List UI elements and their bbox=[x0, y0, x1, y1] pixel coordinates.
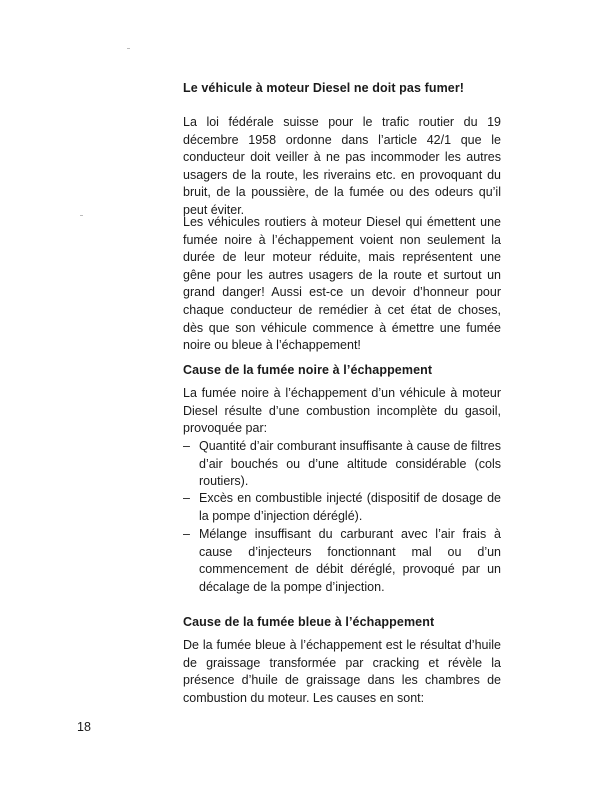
list-item-text: Quantité d’air comburant insuffisante à cause de filtres d’air bouchés ou d’une altitude considérable (cols routiers). bbox=[199, 439, 501, 489]
section1-paragraph-2 bbox=[183, 214, 501, 355]
margin-mark bbox=[80, 215, 83, 216]
section-blue-smoke bbox=[183, 614, 501, 630]
page-number: 18 bbox=[77, 720, 91, 734]
section-diesel-smoke bbox=[183, 80, 501, 96]
margin-mark bbox=[127, 48, 130, 49]
paragraph: Les véhicules routiers à moteur Diesel qui émettent une fumée noire à l’échappement voient non seulement la durée de leur moteur réduite, mais représentent une gêne pour les autres usagers de la route et surtout un grand danger! Aussi est-ce un devoir d’honneur pour chaque conducteur de remédier à cet état de choses, dès que son véhicule commence à émettre une fumée noire ou bleue à l’échappement! bbox=[183, 215, 501, 353]
dash-marker: – bbox=[183, 527, 190, 541]
list-item bbox=[183, 490, 501, 525]
list-item bbox=[183, 438, 501, 491]
section1-paragraph-1 bbox=[183, 114, 501, 220]
list-item-text: Excès en combustible injecté (dispositif de dosage de la pompe d’injection déréglé). bbox=[199, 491, 501, 523]
paragraph: La fumée noire à l’échappement d’un véhicule à moteur Diesel résulte d’une combustion incomplète du gasoil, provoquée par: bbox=[183, 386, 501, 436]
bullet-list bbox=[183, 526, 501, 596]
section3-paragraph bbox=[183, 637, 501, 707]
bullet-list bbox=[183, 438, 501, 491]
bullet-list bbox=[183, 490, 501, 525]
dash-marker: – bbox=[183, 491, 190, 505]
dash-marker: – bbox=[183, 439, 190, 453]
section-black-smoke bbox=[183, 362, 501, 378]
paragraph: La loi fédérale suisse pour le trafic routier du 19 décembre 1958 ordonne dans l’article 42/1 que le conducteur doit veiller à ne pas incommoder les autres usagers de la route, les riverains etc. en provoquant du bruit, de la poussière, de la fumée ou des odeurs qu’il peut éviter. bbox=[183, 115, 501, 217]
section2-intro bbox=[183, 385, 501, 438]
list-item bbox=[183, 526, 501, 596]
list-item-text: Mélange insuffisant du carburant avec l’air frais à cause d’injecteurs fonctionnant mal ou d’un commencement de débit déréglé, provoqué par un décalage de la pompe d’injection. bbox=[199, 527, 501, 594]
section-heading: Cause de la fumée bleue à l’échappement bbox=[183, 615, 435, 629]
section-heading: Le véhicule à moteur Diesel ne doit pas fumer! bbox=[183, 81, 465, 95]
paragraph: De la fumée bleue à l’échappement est le résultat d’huile de graissage transformée par cracking et révèle la présence d’huile de graissage dans les chambres de combustion du moteur. Les causes en sont: bbox=[183, 638, 501, 705]
section-heading: Cause de la fumée noire à l’échappement bbox=[183, 363, 433, 377]
